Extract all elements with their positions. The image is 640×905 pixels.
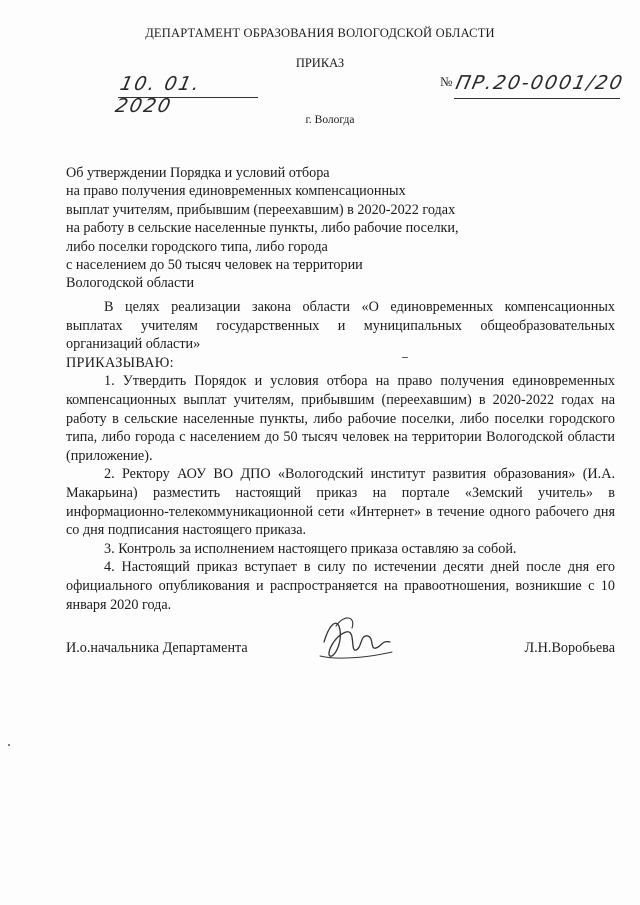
- order-date-handwritten: 10. 01. 2020: [113, 73, 204, 117]
- order-word: ПРИКАЗЫВАЮ:: [66, 354, 174, 371]
- title-line: Вологодской области: [66, 275, 195, 292]
- city-line: г. Вологда: [305, 114, 355, 126]
- title-line: либо поселки городского типа, либо города: [66, 238, 328, 255]
- document-body: [66, 298, 615, 614]
- document-type: ПРИКАЗ: [295, 56, 345, 70]
- order-date: [113, 73, 258, 117]
- department-header: ДЕПАРТАМЕНТ ОБРАЗОВАНИЯ ВОЛОГОДСКОЙ ОБЛАСТИ: [145, 26, 495, 40]
- order-item: 3. Контроль за исполнением настоящего приказа оставляю за собой.: [104, 540, 517, 557]
- order-item: 2. Ректору АОУ ВО ДПО «Вологодский институт развития образования» (И.А. Макарьина) разместить настоящий приказ на портале «Земский учитель» в информационно-телекоммуникационной сети «Интернет» в течение одного рабочего дня со дня подписания настоящего приказа.: [66, 466, 615, 539]
- signer-name: Л.Н.Воробьева: [524, 640, 615, 656]
- title-line: Об утверждении Порядка и условий отбора: [66, 165, 330, 181]
- order-item: 4. Настоящий приказ вступает в силу по истечении десяти дней после дня его официального опубликования и распространяется на правоотношения, возникшие с 10 января 2020 года.: [66, 559, 615, 613]
- order-number: [440, 72, 627, 96]
- handwritten-signature: [316, 612, 396, 673]
- order-number-underline: [454, 98, 620, 99]
- order-number-handwritten: ПР.20-0001/20: [454, 72, 627, 94]
- title-line: на работу в сельские населенные пункты, либо рабочие поселки,: [66, 220, 459, 237]
- scan-artifact: [402, 357, 408, 358]
- order-item: 1. Утвердить Порядок и условия отбора на право получения единовременных компенсационных выплат учителям, прибывшим (переехавшим) в 2020-2022 годах на работу в сельские населенные пункты, либо рабочие поселки, либо поселки городского типа, либо города с населением до 50 тысяч человек на территории Вологодской области (приложение).: [66, 373, 615, 464]
- scan-artifact: [8, 744, 10, 746]
- title-line: на право получения единовременных компенсационных: [66, 183, 406, 200]
- document-title: [66, 164, 526, 293]
- title-line: выплат учителям, прибывшим (переехавшим) в 2020-2022 годах: [66, 201, 456, 218]
- signer-position: И.о.начальника Департамента: [66, 640, 248, 656]
- title-line: с населением до 50 тысяч человек на территории: [66, 257, 363, 274]
- order-number-prefix: №: [440, 74, 453, 89]
- preamble-paragraph: В целях реализации закона области «О единовременных компенсационных выплатах учителям государственных и муниципальных общеобразовательных организаций области»: [66, 299, 615, 353]
